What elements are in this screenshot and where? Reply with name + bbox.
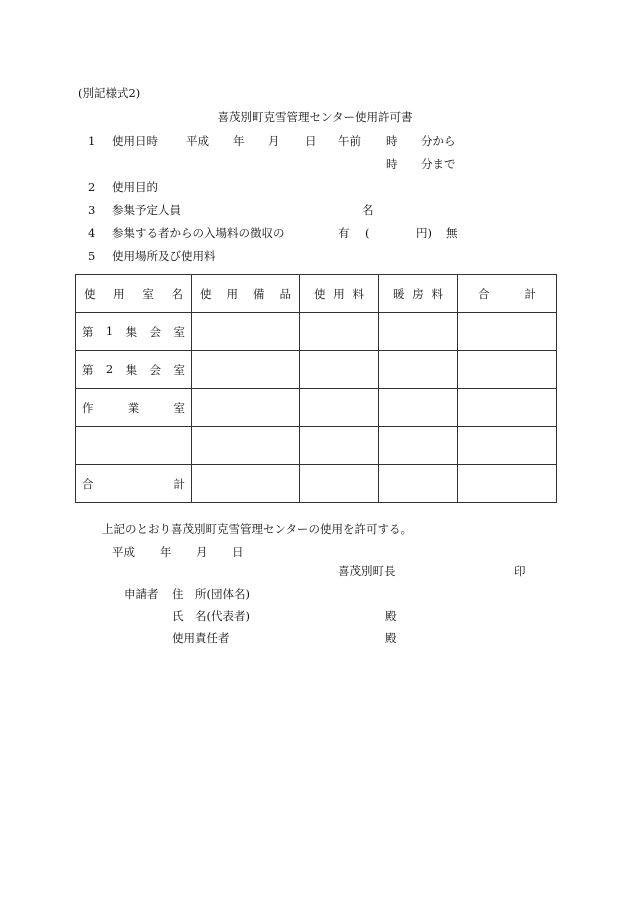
applicant-label: 申請者 [124, 587, 159, 601]
item4-label: 参集する者からの入場料の徴収の [112, 226, 285, 240]
usage-fee-cell[interactable] [300, 427, 379, 465]
item3-number: 3 [88, 203, 96, 217]
room-name-cell [76, 389, 192, 427]
total-cell[interactable] [458, 351, 557, 389]
approval-day: 日 [232, 545, 244, 559]
item1-hour: 時 [386, 134, 398, 148]
usage-fee-cell[interactable] [300, 465, 379, 503]
header-equipment [192, 275, 300, 313]
item2-label: 使用目的 [112, 180, 158, 194]
address-label: 住 所(団体名) [172, 587, 250, 601]
seal-mark: 印 [514, 564, 526, 578]
header-usage-fee [300, 275, 379, 313]
header-room-name-text: 使 用 室 名 [84, 286, 183, 301]
item1-number: 1 [88, 134, 96, 148]
header-heating-fee [379, 275, 458, 313]
table-header-row [76, 275, 557, 313]
item1-day: 日 [305, 134, 317, 148]
item1-from-minutes: 分から [421, 134, 456, 148]
room-name-text: 作 業 室 [82, 400, 185, 415]
item4-paren-open: ( [365, 226, 370, 240]
total-cell[interactable] [458, 313, 557, 351]
item1-to-minutes: 分まで [421, 157, 456, 171]
heating-fee-cell[interactable] [379, 313, 458, 351]
heating-fee-cell[interactable] [379, 427, 458, 465]
mayor-title: 喜茂別町長 [338, 564, 396, 578]
item3-label: 参集予定人員 [112, 203, 181, 217]
total-cell[interactable] [458, 389, 557, 427]
equipment-cell[interactable] [192, 389, 300, 427]
header-equipment-text: 使 用 備 品 [200, 286, 291, 301]
representative-label: 氏 名(代表者) [172, 609, 250, 623]
equipment-cell[interactable] [192, 465, 300, 503]
total-cell[interactable] [458, 427, 557, 465]
responsible-person-label: 使用責任者 [172, 631, 230, 645]
item4-no-fee: 無 [446, 226, 458, 240]
room-name-text: 第 2 集 会 室 [82, 361, 185, 377]
item4-yes: 有 [338, 226, 350, 240]
dono-representative: 殿 [385, 609, 397, 623]
header-room-name [76, 275, 192, 313]
heating-fee-cell[interactable] [379, 389, 458, 427]
room-name-cell [76, 351, 192, 389]
approval-era: 平成 [112, 545, 135, 559]
item1-era: 平成 [186, 134, 209, 148]
usage-fee-cell[interactable] [300, 351, 379, 389]
heating-fee-cell[interactable] [379, 465, 458, 503]
usage-fee-cell[interactable] [300, 389, 379, 427]
room-name-text: 第 1 集 会 室 [82, 323, 185, 339]
heating-fee-cell[interactable] [379, 351, 458, 389]
room-name-cell [76, 313, 192, 351]
item4-yen: 円) [416, 226, 432, 240]
item1-year: 年 [233, 134, 245, 148]
item4-number: 4 [88, 226, 96, 240]
equipment-cell[interactable] [192, 351, 300, 389]
usage-fee-cell[interactable] [300, 313, 379, 351]
form-label: (別記様式2) [78, 86, 141, 100]
table-row [76, 427, 557, 465]
approval-statement: 上記のとおり喜茂別町克雪管理センターの使用を許可する。 [102, 522, 413, 536]
equipment-cell[interactable] [192, 427, 300, 465]
table-row [76, 351, 557, 389]
header-total-text: 合 計 [478, 286, 536, 301]
equipment-cell[interactable] [192, 313, 300, 351]
dono-responsible: 殿 [385, 631, 397, 645]
total-cell[interactable] [458, 465, 557, 503]
item1-am: 午前 [338, 134, 361, 148]
table-row [76, 465, 557, 503]
header-heating-fee-text: 暖 房 料 [393, 286, 443, 301]
usage-fee-table [75, 274, 557, 503]
item5-label: 使用場所及び使用料 [112, 249, 216, 263]
item1-label: 使用日時 [112, 134, 158, 148]
header-usage-fee-text: 使 用 料 [314, 286, 364, 301]
approval-year: 年 [160, 545, 172, 559]
room-name-cell[interactable] [76, 427, 192, 465]
item5-number: 5 [88, 249, 96, 263]
table-row [76, 389, 557, 427]
item1-month: 月 [268, 134, 280, 148]
table-row [76, 313, 557, 351]
room-name-cell [76, 465, 192, 503]
item1-to-hour: 時 [386, 157, 398, 171]
page-title: 喜茂別町克雪管理センター使用許可書 [217, 110, 413, 124]
room-name-text: 合 計 [82, 476, 185, 491]
approval-month: 月 [196, 545, 208, 559]
header-total [458, 275, 557, 313]
item3-unit: 名 [362, 203, 374, 217]
item2-number: 2 [88, 180, 96, 194]
